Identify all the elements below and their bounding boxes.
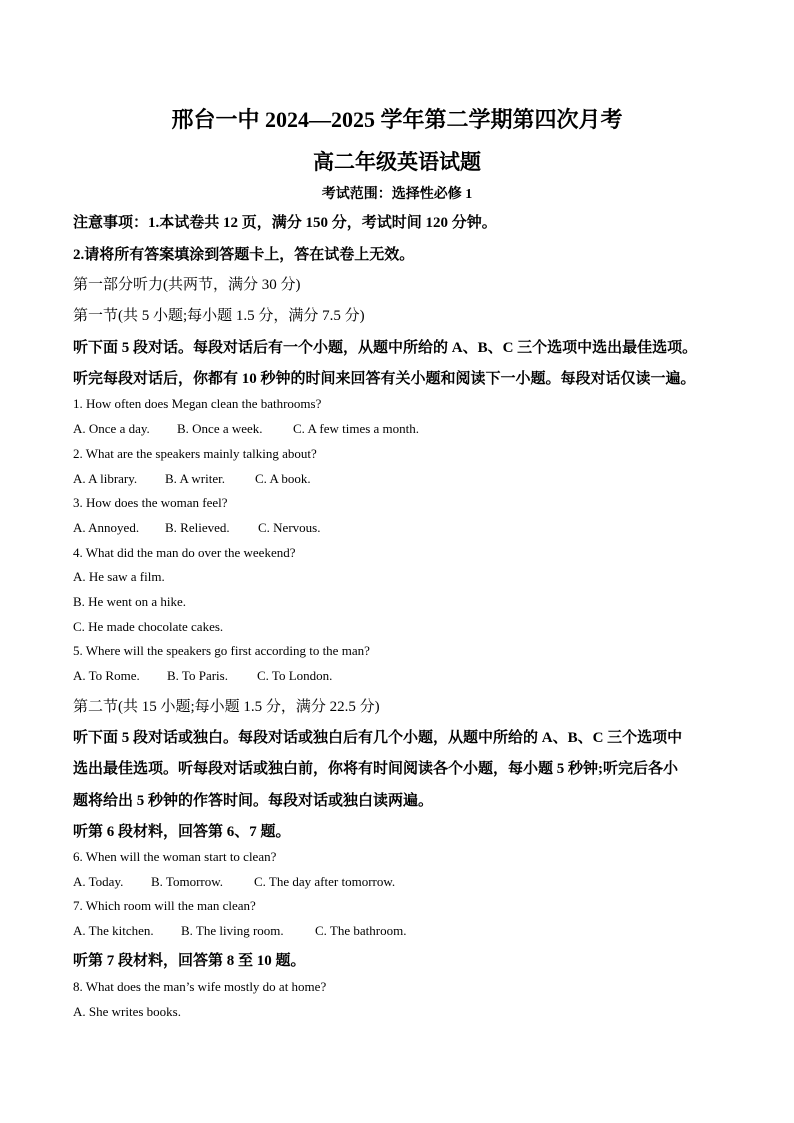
option-a: A. He saw a film. — [73, 569, 165, 584]
exam-range: 考试范围：选择性必修 1 — [321, 187, 473, 202]
question-text: 6. When will the woman start to clean? — [73, 849, 277, 864]
question-options — [73, 923, 406, 939]
page-title: 邢台一中 2024—2025 学年第二学期第四次月考 — [171, 107, 623, 132]
question-text: 4. What did the man do over the weekend? — [73, 545, 296, 560]
option-b: B. A writer. — [165, 471, 225, 486]
question-text: 7. Which room will the man clean? — [73, 898, 256, 913]
section1-heading: 第一节(共 5 小题;每小题 1.5 分，满分 7.5 分) — [73, 308, 365, 324]
question-text: 3. How does the woman feel? — [73, 495, 228, 510]
option-c: C. Nervous. — [258, 520, 321, 535]
option-c: C. A few times a month. — [293, 421, 420, 436]
option-a: A. A library. — [73, 471, 138, 486]
option-c: C. The bathroom. — [315, 923, 407, 938]
section2-instruction-line-2: 选出最佳选项。听每段对话或独白前，你将有时间阅读各个小题，每小题 5 秒钟;听完后各小 — [73, 761, 678, 777]
part1-heading: 第一部分听力(共两节，满分 30 分) — [73, 277, 301, 293]
section2-instruction-line-1: 听下面 5 段对话或独白。每段对话或独白后有几个小题，从题中所给的 A、B、C 三个选项中 — [73, 730, 683, 746]
option-c: C. He made chocolate cakes. — [73, 619, 224, 634]
option-b: B. Relieved. — [165, 520, 230, 535]
option-c: C. The day after tomorrow. — [254, 874, 396, 889]
option-c: C. A book. — [255, 471, 311, 486]
note-line-1: 注意事项：1.本试卷共 12 页，满分 150 分，考试时间 120 分钟。 — [73, 215, 497, 231]
option-b: B. Once a week. — [177, 421, 263, 436]
section1-instruction-line-1: 听下面 5 段对话。每段对话后有一个小题，从题中所给的 A、B、C 三个选项中选出最佳选项。 — [73, 340, 698, 356]
question-options — [73, 520, 320, 536]
question-text: 2. What are the speakers mainly talking about? — [73, 446, 317, 461]
question-text: 1. How often does Megan clean the bathrooms? — [73, 396, 322, 411]
question-text: 5. Where will the speakers go first according to the man? — [73, 643, 370, 658]
question-options — [73, 668, 332, 684]
option-b: B. The living room. — [181, 923, 284, 938]
option-b: B. He went on a hike. — [73, 594, 187, 609]
page-subtitle: 高二年级英语试题 — [313, 150, 481, 174]
note-line-2: 2.请将所有答案填涂到答题卡上，答在试卷上无效。 — [73, 247, 415, 263]
question-options — [73, 471, 311, 487]
question-options — [73, 421, 419, 437]
option-a: A. She writes books. — [73, 1004, 181, 1019]
section2-heading: 第二节(共 15 小题;每小题 1.5 分，满分 22.5 分) — [73, 699, 380, 715]
option-a: A. Today. — [73, 874, 124, 889]
option-b: B. To Paris. — [167, 668, 228, 683]
question-text: 8. What does the man’s wife mostly do at home? — [73, 979, 327, 994]
option-a: A. Annoyed. — [73, 520, 140, 535]
material-6-heading: 听第 6 段材料，回答第 6、7 题。 — [73, 824, 291, 840]
option-a: A. Once a day. — [73, 421, 150, 436]
section2-instruction-line-3: 题将给出 5 秒钟的作答时间。每段对话或独白读两遍。 — [73, 793, 434, 809]
question-options — [73, 874, 395, 890]
option-b: B. Tomorrow. — [151, 874, 224, 889]
material-7-heading: 听第 7 段材料，回答第 8 至 10 题。 — [73, 953, 306, 969]
option-c: C. To London. — [257, 668, 333, 683]
option-a: A. To Rome. — [73, 668, 140, 683]
option-a: A. The kitchen. — [73, 923, 154, 938]
section1-instruction-line-2: 听完每段对话后，你都有 10 秒钟的时间来回答有关小题和阅读下一小题。每段对话仅读一遍。 — [73, 371, 696, 387]
